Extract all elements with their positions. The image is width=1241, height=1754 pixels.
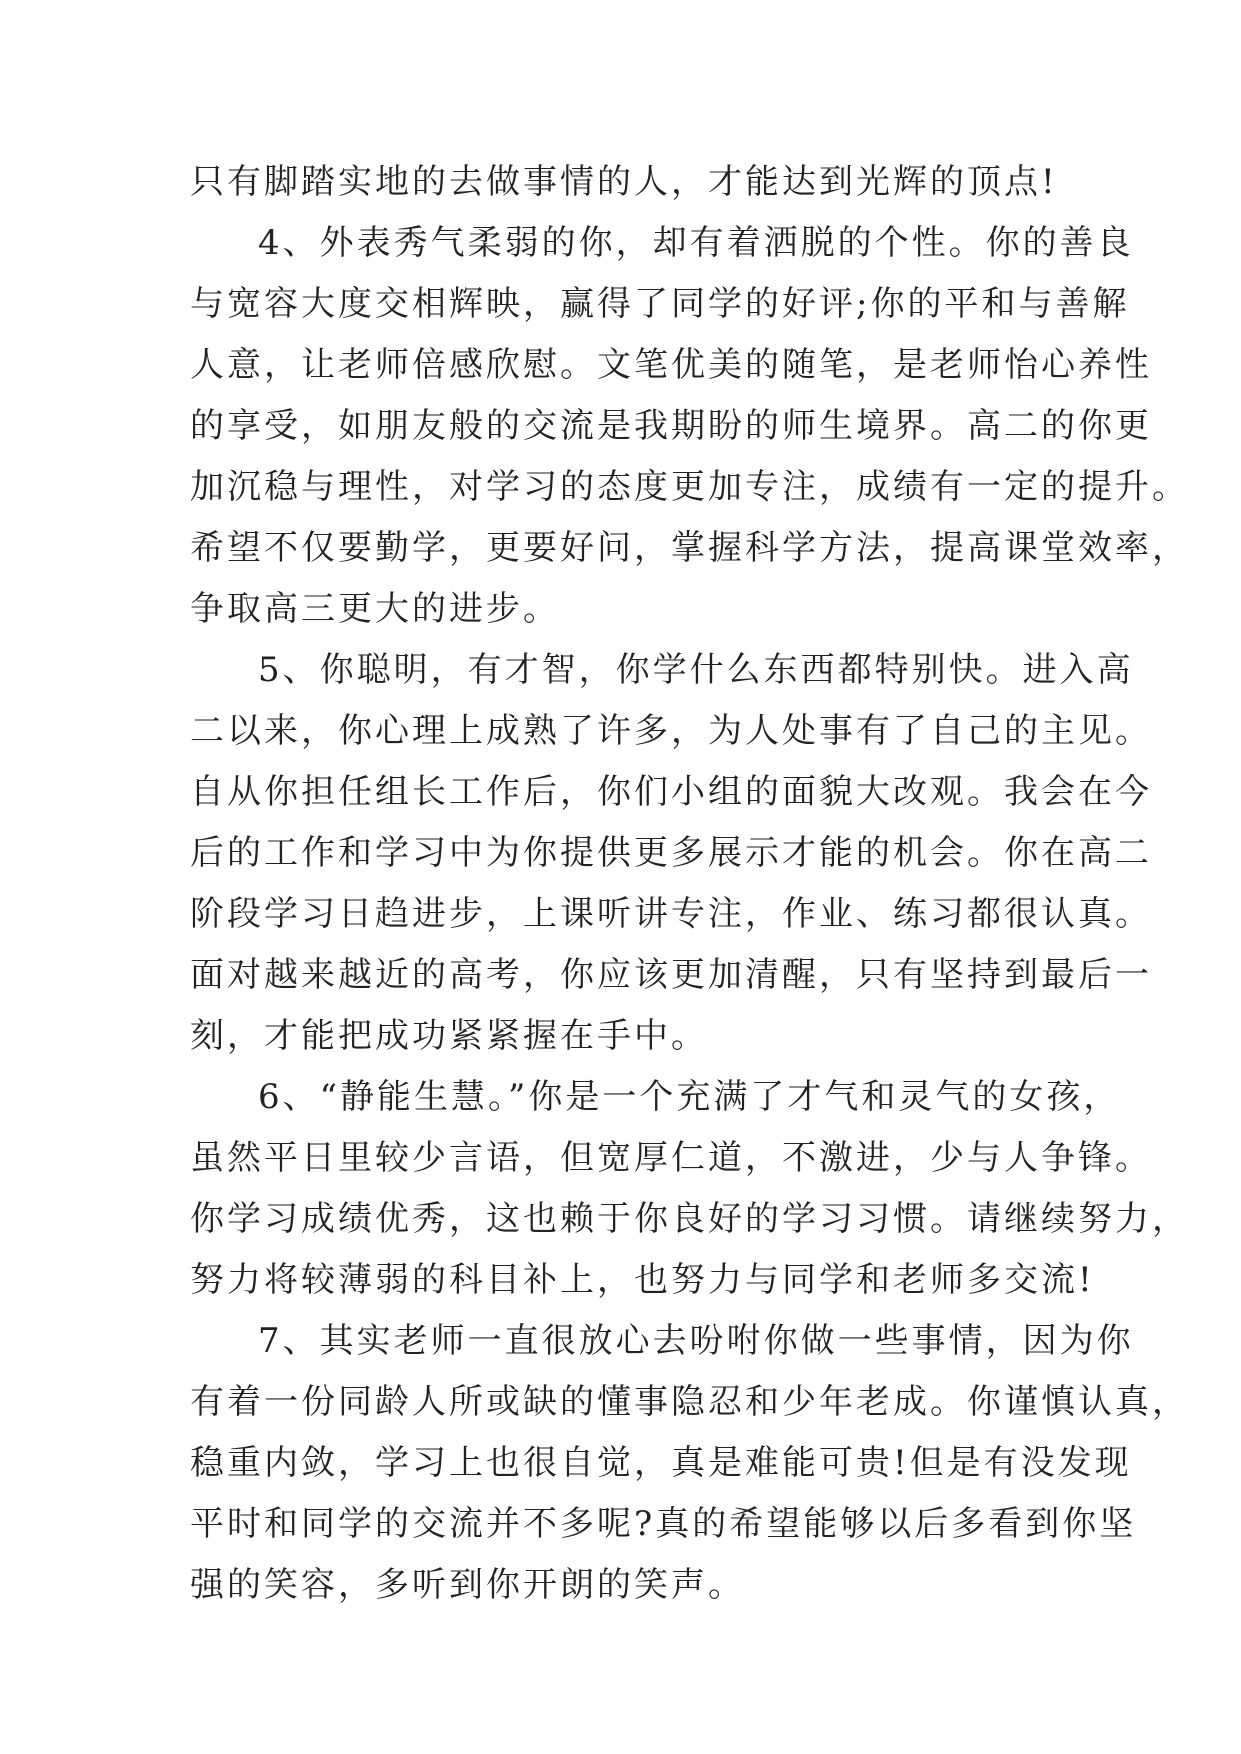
- text-line: 稳重内敛，学习上也很自觉，真是难能可贵!但是有没发现: [190, 1443, 1132, 1483]
- document-body: [190, 152, 1189, 1616]
- text-line: 与宽容大度交相辉映，赢得了同学的好评;你的平和与善解: [190, 284, 1130, 324]
- text-line: 努力将较薄弱的科目补上，也努力与同学和老师多交流!: [190, 1260, 1095, 1300]
- text-line: 争取高三更大的进步。: [190, 589, 560, 629]
- text-line: 刻，才能把成功紧紧握在手中。: [190, 1016, 708, 1056]
- text-line: 后的工作和学习中为你提供更多展示才能的机会。你在高二: [190, 833, 1152, 873]
- text-line: 虽然平日里较少言语，但宽厚仁道，不激进，少与人争锋。: [190, 1138, 1152, 1178]
- text-line: 面对越来越近的高考，你应该更加清醒，只有坚持到最后一: [190, 955, 1152, 995]
- paragraph-6-start: 6、“静能生慧。”你是一个充满了才气和灵气的女孩，: [258, 1077, 1121, 1117]
- text-line: 平时和同学的交流并不多呢?真的希望能够以后多看到你坚: [190, 1504, 1137, 1544]
- text-line: 的享受，如朋友般的交流是我期盼的师生境界。高二的你更: [190, 406, 1152, 446]
- text-line: 有着一份同龄人所或缺的懂事隐忍和少年老成。你谨慎认真，: [190, 1382, 1189, 1422]
- paragraph-7-start: 7、其实老师一直很放心去吩咐你做一些事情，因为你: [258, 1321, 1134, 1361]
- text-line: 你学习成绩优秀，这也赖于你良好的学习习惯。请继续努力，: [190, 1199, 1189, 1239]
- paragraph-5-start: 5、你聪明，有才智，你学什么东西都特别快。进入高: [258, 650, 1134, 690]
- text-line: 加沉稳与理性，对学习的态度更加专注，成绩有一定的提升。: [190, 467, 1189, 507]
- text-line: 二以来，你心理上成熟了许多，为人处事有了自己的主见。: [190, 711, 1152, 751]
- text-line: 人意，让老师倍感欣慰。文笔优美的随笔，是老师怡心养性: [190, 345, 1152, 385]
- text-line: 阶段学习日趋进步，上课听讲专注，作业、练习都很认真。: [190, 894, 1152, 934]
- paragraph-4-start: 4、外表秀气柔弱的你，却有着洒脱的个性。你的善良: [258, 223, 1134, 263]
- text-line: 自从你担任组长工作后，你们小组的面貌大改观。我会在今: [190, 772, 1152, 812]
- text-line: 希望不仅要勤学，更要好问，掌握科学方法，提高课堂效率，: [190, 528, 1189, 568]
- text-line: 强的笑容，多听到你开朗的笑声。: [190, 1565, 745, 1605]
- text-line: 只有脚踏实地的去做事情的人，才能达到光辉的顶点!: [190, 162, 1058, 202]
